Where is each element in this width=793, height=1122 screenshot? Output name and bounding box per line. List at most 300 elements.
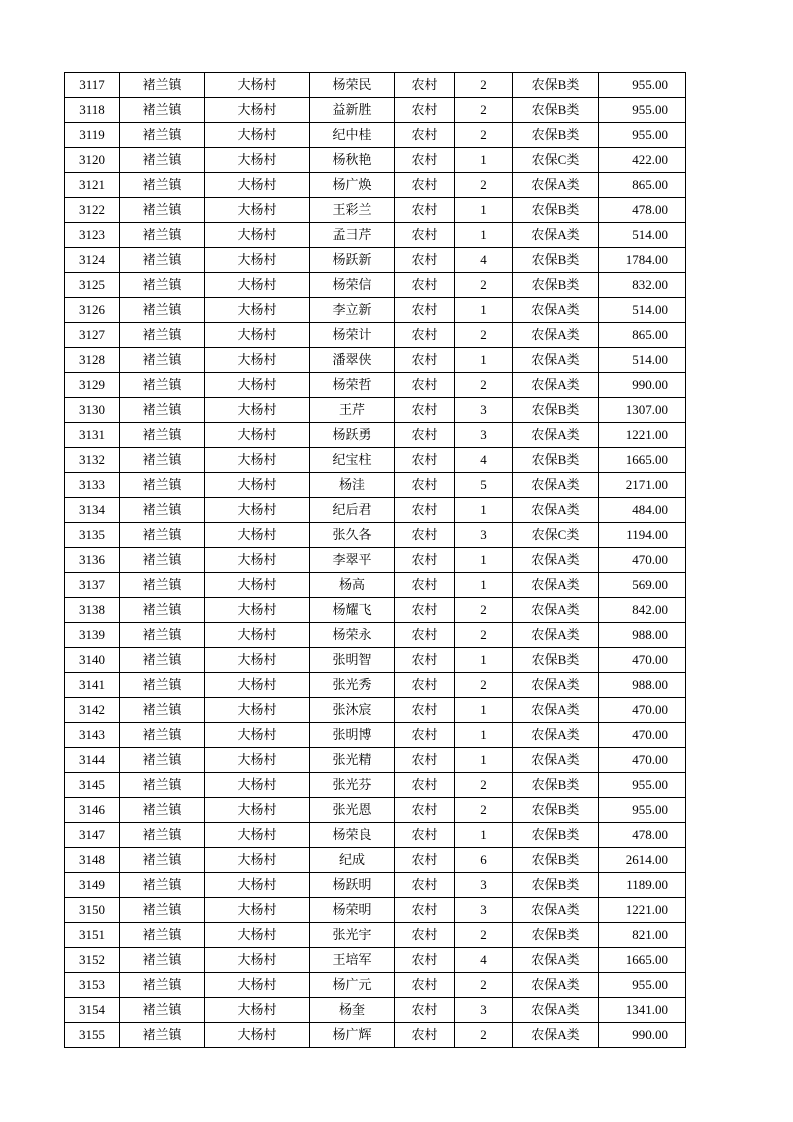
table-row bbox=[65, 598, 686, 623]
table-row bbox=[65, 873, 686, 898]
cell-village: 大杨村 bbox=[205, 573, 310, 598]
table-row bbox=[65, 448, 686, 473]
cell-insurance-category: 农保A类 bbox=[513, 623, 599, 648]
table-row bbox=[65, 248, 686, 273]
cell-insurance-category: 农保B类 bbox=[513, 773, 599, 798]
cell-town: 褚兰镇 bbox=[120, 598, 205, 623]
cell-insurance-category: 农保B类 bbox=[513, 73, 599, 98]
cell-town: 褚兰镇 bbox=[120, 498, 205, 523]
cell-person-name: 王彩兰 bbox=[310, 198, 395, 223]
cell-town: 褚兰镇 bbox=[120, 423, 205, 448]
cell-amount: 988.00 bbox=[599, 623, 686, 648]
cell-row-id: 3142 bbox=[65, 698, 120, 723]
table-row bbox=[65, 498, 686, 523]
cell-amount: 1784.00 bbox=[599, 248, 686, 273]
cell-town: 褚兰镇 bbox=[120, 948, 205, 973]
cell-row-id: 3134 bbox=[65, 498, 120, 523]
cell-town: 褚兰镇 bbox=[120, 98, 205, 123]
cell-person-name: 纪成 bbox=[310, 848, 395, 873]
cell-insurance-category: 农保A类 bbox=[513, 998, 599, 1023]
cell-row-id: 3145 bbox=[65, 773, 120, 798]
cell-amount: 842.00 bbox=[599, 598, 686, 623]
cell-row-id: 3124 bbox=[65, 248, 120, 273]
cell-row-id: 3147 bbox=[65, 823, 120, 848]
cell-town: 褚兰镇 bbox=[120, 923, 205, 948]
cell-town: 褚兰镇 bbox=[120, 173, 205, 198]
table-row bbox=[65, 748, 686, 773]
table-row bbox=[65, 98, 686, 123]
cell-person-name: 张沐宸 bbox=[310, 698, 395, 723]
cell-residence-type: 农村 bbox=[395, 398, 455, 423]
cell-row-id: 3119 bbox=[65, 123, 120, 148]
cell-row-id: 3141 bbox=[65, 673, 120, 698]
cell-amount: 865.00 bbox=[599, 323, 686, 348]
table-row bbox=[65, 198, 686, 223]
cell-town: 褚兰镇 bbox=[120, 623, 205, 648]
cell-town: 褚兰镇 bbox=[120, 198, 205, 223]
table-row bbox=[65, 548, 686, 573]
cell-insurance-category: 农保B类 bbox=[513, 123, 599, 148]
cell-person-name: 李立新 bbox=[310, 298, 395, 323]
cell-row-id: 3129 bbox=[65, 373, 120, 398]
cell-town: 褚兰镇 bbox=[120, 648, 205, 673]
cell-insurance-category: 农保A类 bbox=[513, 973, 599, 998]
cell-row-id: 3136 bbox=[65, 548, 120, 573]
cell-amount: 955.00 bbox=[599, 973, 686, 998]
cell-amount: 422.00 bbox=[599, 148, 686, 173]
cell-village: 大杨村 bbox=[205, 423, 310, 448]
cell-person-count: 3 bbox=[455, 523, 513, 548]
cell-village: 大杨村 bbox=[205, 848, 310, 873]
table-row bbox=[65, 123, 686, 148]
cell-amount: 1665.00 bbox=[599, 948, 686, 973]
cell-insurance-category: 农保A类 bbox=[513, 423, 599, 448]
cell-residence-type: 农村 bbox=[395, 548, 455, 573]
cell-village: 大杨村 bbox=[205, 498, 310, 523]
cell-row-id: 3137 bbox=[65, 573, 120, 598]
cell-town: 褚兰镇 bbox=[120, 273, 205, 298]
table-row bbox=[65, 523, 686, 548]
cell-village: 大杨村 bbox=[205, 548, 310, 573]
cell-person-count: 4 bbox=[455, 948, 513, 973]
cell-village: 大杨村 bbox=[205, 1023, 310, 1048]
cell-person-count: 2 bbox=[455, 173, 513, 198]
cell-person-count: 2 bbox=[455, 973, 513, 998]
cell-village: 大杨村 bbox=[205, 923, 310, 948]
cell-person-name: 杨耀飞 bbox=[310, 598, 395, 623]
cell-amount: 470.00 bbox=[599, 748, 686, 773]
cell-row-id: 3155 bbox=[65, 1023, 120, 1048]
cell-insurance-category: 农保A类 bbox=[513, 598, 599, 623]
cell-residence-type: 农村 bbox=[395, 923, 455, 948]
cell-row-id: 3127 bbox=[65, 323, 120, 348]
cell-amount: 470.00 bbox=[599, 548, 686, 573]
cell-row-id: 3150 bbox=[65, 898, 120, 923]
cell-amount: 1221.00 bbox=[599, 898, 686, 923]
cell-insurance-category: 农保A类 bbox=[513, 473, 599, 498]
cell-residence-type: 农村 bbox=[395, 748, 455, 773]
cell-row-id: 3151 bbox=[65, 923, 120, 948]
table-row bbox=[65, 223, 686, 248]
cell-village: 大杨村 bbox=[205, 298, 310, 323]
cell-village: 大杨村 bbox=[205, 973, 310, 998]
table-row bbox=[65, 423, 686, 448]
table-row bbox=[65, 923, 686, 948]
cell-person-name: 张光恩 bbox=[310, 798, 395, 823]
cell-village: 大杨村 bbox=[205, 473, 310, 498]
cell-amount: 955.00 bbox=[599, 73, 686, 98]
table-row bbox=[65, 998, 686, 1023]
cell-insurance-category: 农保A类 bbox=[513, 948, 599, 973]
cell-person-count: 1 bbox=[455, 298, 513, 323]
cell-person-name: 杨跃新 bbox=[310, 248, 395, 273]
cell-person-name: 纪中桂 bbox=[310, 123, 395, 148]
cell-town: 褚兰镇 bbox=[120, 548, 205, 573]
cell-insurance-category: 农保B类 bbox=[513, 198, 599, 223]
cell-amount: 470.00 bbox=[599, 723, 686, 748]
cell-insurance-category: 农保B类 bbox=[513, 798, 599, 823]
cell-town: 褚兰镇 bbox=[120, 148, 205, 173]
cell-person-name: 杨荣信 bbox=[310, 273, 395, 298]
cell-person-name: 张光秀 bbox=[310, 673, 395, 698]
cell-person-name: 张光宇 bbox=[310, 923, 395, 948]
cell-village: 大杨村 bbox=[205, 223, 310, 248]
cell-residence-type: 农村 bbox=[395, 448, 455, 473]
cell-village: 大杨村 bbox=[205, 598, 310, 623]
cell-village: 大杨村 bbox=[205, 148, 310, 173]
cell-person-name: 杨荣良 bbox=[310, 823, 395, 848]
cell-village: 大杨村 bbox=[205, 323, 310, 348]
table-row bbox=[65, 723, 686, 748]
cell-person-count: 2 bbox=[455, 598, 513, 623]
cell-row-id: 3122 bbox=[65, 198, 120, 223]
table-row bbox=[65, 348, 686, 373]
cell-residence-type: 农村 bbox=[395, 173, 455, 198]
cell-village: 大杨村 bbox=[205, 723, 310, 748]
cell-village: 大杨村 bbox=[205, 698, 310, 723]
table-row bbox=[65, 148, 686, 173]
cell-person-count: 1 bbox=[455, 348, 513, 373]
cell-person-name: 杨秋艳 bbox=[310, 148, 395, 173]
cell-residence-type: 农村 bbox=[395, 248, 455, 273]
cell-amount: 988.00 bbox=[599, 673, 686, 698]
cell-residence-type: 农村 bbox=[395, 623, 455, 648]
cell-village: 大杨村 bbox=[205, 748, 310, 773]
cell-person-count: 2 bbox=[455, 73, 513, 98]
cell-person-name: 李翠平 bbox=[310, 548, 395, 573]
cell-insurance-category: 农保A类 bbox=[513, 173, 599, 198]
cell-village: 大杨村 bbox=[205, 773, 310, 798]
cell-person-name: 张久各 bbox=[310, 523, 395, 548]
cell-town: 褚兰镇 bbox=[120, 248, 205, 273]
cell-person-count: 2 bbox=[455, 1023, 513, 1048]
cell-person-name: 杨荣计 bbox=[310, 323, 395, 348]
cell-insurance-category: 农保A类 bbox=[513, 323, 599, 348]
cell-amount: 955.00 bbox=[599, 798, 686, 823]
cell-town: 褚兰镇 bbox=[120, 123, 205, 148]
cell-town: 褚兰镇 bbox=[120, 1023, 205, 1048]
table-row bbox=[65, 323, 686, 348]
cell-insurance-category: 农保B类 bbox=[513, 823, 599, 848]
cell-village: 大杨村 bbox=[205, 398, 310, 423]
cell-residence-type: 农村 bbox=[395, 123, 455, 148]
cell-amount: 514.00 bbox=[599, 298, 686, 323]
cell-residence-type: 农村 bbox=[395, 198, 455, 223]
cell-person-name: 杨荣明 bbox=[310, 898, 395, 923]
table-row bbox=[65, 623, 686, 648]
cell-village: 大杨村 bbox=[205, 948, 310, 973]
cell-person-name: 杨荣哲 bbox=[310, 373, 395, 398]
cell-insurance-category: 农保A类 bbox=[513, 348, 599, 373]
cell-residence-type: 农村 bbox=[395, 573, 455, 598]
cell-row-id: 3153 bbox=[65, 973, 120, 998]
cell-amount: 1665.00 bbox=[599, 448, 686, 473]
cell-village: 大杨村 bbox=[205, 198, 310, 223]
cell-residence-type: 农村 bbox=[395, 323, 455, 348]
cell-row-id: 3152 bbox=[65, 948, 120, 973]
cell-residence-type: 农村 bbox=[395, 148, 455, 173]
cell-insurance-category: 农保B类 bbox=[513, 648, 599, 673]
cell-insurance-category: 农保C类 bbox=[513, 148, 599, 173]
cell-insurance-category: 农保A类 bbox=[513, 298, 599, 323]
cell-residence-type: 农村 bbox=[395, 698, 455, 723]
cell-village: 大杨村 bbox=[205, 998, 310, 1023]
cell-person-count: 2 bbox=[455, 273, 513, 298]
cell-person-name: 张光精 bbox=[310, 748, 395, 773]
cell-amount: 865.00 bbox=[599, 173, 686, 198]
cell-insurance-category: 农保A类 bbox=[513, 698, 599, 723]
cell-town: 褚兰镇 bbox=[120, 348, 205, 373]
cell-insurance-category: 农保A类 bbox=[513, 748, 599, 773]
cell-row-id: 3149 bbox=[65, 873, 120, 898]
cell-person-count: 6 bbox=[455, 848, 513, 873]
cell-person-name: 孟彐芹 bbox=[310, 223, 395, 248]
cell-insurance-category: 农保C类 bbox=[513, 523, 599, 548]
cell-residence-type: 农村 bbox=[395, 648, 455, 673]
cell-person-count: 1 bbox=[455, 748, 513, 773]
cell-person-count: 5 bbox=[455, 473, 513, 498]
cell-village: 大杨村 bbox=[205, 73, 310, 98]
table-row bbox=[65, 948, 686, 973]
cell-person-count: 3 bbox=[455, 898, 513, 923]
cell-village: 大杨村 bbox=[205, 448, 310, 473]
cell-row-id: 3139 bbox=[65, 623, 120, 648]
cell-amount: 484.00 bbox=[599, 498, 686, 523]
cell-person-name: 杨跃明 bbox=[310, 873, 395, 898]
cell-residence-type: 农村 bbox=[395, 998, 455, 1023]
cell-town: 褚兰镇 bbox=[120, 698, 205, 723]
cell-town: 褚兰镇 bbox=[120, 373, 205, 398]
cell-residence-type: 农村 bbox=[395, 898, 455, 923]
cell-insurance-category: 农保A类 bbox=[513, 573, 599, 598]
cell-person-count: 1 bbox=[455, 223, 513, 248]
cell-village: 大杨村 bbox=[205, 823, 310, 848]
cell-residence-type: 农村 bbox=[395, 948, 455, 973]
cell-row-id: 3140 bbox=[65, 648, 120, 673]
cell-person-count: 2 bbox=[455, 98, 513, 123]
table-row bbox=[65, 473, 686, 498]
cell-person-count: 3 bbox=[455, 423, 513, 448]
cell-person-count: 1 bbox=[455, 698, 513, 723]
cell-row-id: 3118 bbox=[65, 98, 120, 123]
cell-town: 褚兰镇 bbox=[120, 973, 205, 998]
cell-amount: 1194.00 bbox=[599, 523, 686, 548]
cell-row-id: 3138 bbox=[65, 598, 120, 623]
cell-insurance-category: 农保A类 bbox=[513, 498, 599, 523]
cell-residence-type: 农村 bbox=[395, 423, 455, 448]
cell-insurance-category: 农保B类 bbox=[513, 273, 599, 298]
cell-row-id: 3146 bbox=[65, 798, 120, 823]
table-row bbox=[65, 648, 686, 673]
cell-village: 大杨村 bbox=[205, 873, 310, 898]
cell-residence-type: 农村 bbox=[395, 348, 455, 373]
table-row bbox=[65, 298, 686, 323]
cell-residence-type: 农村 bbox=[395, 798, 455, 823]
cell-village: 大杨村 bbox=[205, 523, 310, 548]
cell-amount: 470.00 bbox=[599, 698, 686, 723]
cell-row-id: 3128 bbox=[65, 348, 120, 373]
cell-amount: 478.00 bbox=[599, 198, 686, 223]
cell-amount: 1189.00 bbox=[599, 873, 686, 898]
table-row bbox=[65, 773, 686, 798]
cell-residence-type: 农村 bbox=[395, 848, 455, 873]
cell-residence-type: 农村 bbox=[395, 473, 455, 498]
cell-person-count: 2 bbox=[455, 323, 513, 348]
cell-village: 大杨村 bbox=[205, 173, 310, 198]
cell-town: 褚兰镇 bbox=[120, 398, 205, 423]
cell-person-name: 杨跃勇 bbox=[310, 423, 395, 448]
table-row bbox=[65, 73, 686, 98]
table-row bbox=[65, 273, 686, 298]
cell-person-name: 杨广辉 bbox=[310, 1023, 395, 1048]
table-row bbox=[65, 698, 686, 723]
cell-person-name: 王芹 bbox=[310, 398, 395, 423]
cell-person-name: 张光芬 bbox=[310, 773, 395, 798]
cell-row-id: 3148 bbox=[65, 848, 120, 873]
cell-row-id: 3123 bbox=[65, 223, 120, 248]
cell-amount: 821.00 bbox=[599, 923, 686, 948]
cell-person-name: 杨洼 bbox=[310, 473, 395, 498]
cell-row-id: 3125 bbox=[65, 273, 120, 298]
cell-person-name: 张明博 bbox=[310, 723, 395, 748]
cell-insurance-category: 农保B类 bbox=[513, 98, 599, 123]
cell-person-count: 4 bbox=[455, 448, 513, 473]
cell-amount: 955.00 bbox=[599, 98, 686, 123]
cell-amount: 2614.00 bbox=[599, 848, 686, 873]
cell-amount: 470.00 bbox=[599, 648, 686, 673]
cell-person-count: 3 bbox=[455, 873, 513, 898]
cell-insurance-category: 农保A类 bbox=[513, 1023, 599, 1048]
cell-insurance-category: 农保A类 bbox=[513, 898, 599, 923]
cell-row-id: 3131 bbox=[65, 423, 120, 448]
cell-residence-type: 农村 bbox=[395, 723, 455, 748]
cell-row-id: 3154 bbox=[65, 998, 120, 1023]
cell-person-count: 3 bbox=[455, 998, 513, 1023]
insurance-table-body bbox=[65, 73, 686, 1048]
cell-town: 褚兰镇 bbox=[120, 748, 205, 773]
cell-amount: 1341.00 bbox=[599, 998, 686, 1023]
cell-insurance-category: 农保B类 bbox=[513, 848, 599, 873]
insurance-roster-table bbox=[64, 72, 686, 1048]
cell-town: 褚兰镇 bbox=[120, 723, 205, 748]
cell-amount: 1307.00 bbox=[599, 398, 686, 423]
cell-village: 大杨村 bbox=[205, 798, 310, 823]
cell-person-count: 2 bbox=[455, 123, 513, 148]
cell-village: 大杨村 bbox=[205, 648, 310, 673]
cell-person-name: 纪后君 bbox=[310, 498, 395, 523]
cell-person-count: 1 bbox=[455, 573, 513, 598]
cell-town: 褚兰镇 bbox=[120, 473, 205, 498]
cell-person-name: 杨高 bbox=[310, 573, 395, 598]
cell-insurance-category: 农保A类 bbox=[513, 723, 599, 748]
cell-person-count: 2 bbox=[455, 373, 513, 398]
cell-amount: 514.00 bbox=[599, 348, 686, 373]
cell-town: 褚兰镇 bbox=[120, 298, 205, 323]
cell-residence-type: 农村 bbox=[395, 498, 455, 523]
cell-amount: 514.00 bbox=[599, 223, 686, 248]
cell-amount: 990.00 bbox=[599, 1023, 686, 1048]
cell-town: 褚兰镇 bbox=[120, 998, 205, 1023]
cell-residence-type: 农村 bbox=[395, 1023, 455, 1048]
table-row bbox=[65, 398, 686, 423]
cell-person-count: 1 bbox=[455, 498, 513, 523]
cell-residence-type: 农村 bbox=[395, 873, 455, 898]
cell-residence-type: 农村 bbox=[395, 973, 455, 998]
cell-person-name: 杨奎 bbox=[310, 998, 395, 1023]
cell-row-id: 3135 bbox=[65, 523, 120, 548]
cell-village: 大杨村 bbox=[205, 373, 310, 398]
cell-town: 褚兰镇 bbox=[120, 848, 205, 873]
cell-insurance-category: 农保A类 bbox=[513, 373, 599, 398]
cell-village: 大杨村 bbox=[205, 248, 310, 273]
cell-person-name: 益新胜 bbox=[310, 98, 395, 123]
cell-person-name: 杨荣民 bbox=[310, 73, 395, 98]
cell-residence-type: 农村 bbox=[395, 273, 455, 298]
cell-residence-type: 农村 bbox=[395, 98, 455, 123]
cell-person-count: 4 bbox=[455, 248, 513, 273]
cell-town: 褚兰镇 bbox=[120, 673, 205, 698]
cell-person-name: 王培军 bbox=[310, 948, 395, 973]
cell-town: 褚兰镇 bbox=[120, 448, 205, 473]
cell-person-count: 1 bbox=[455, 823, 513, 848]
cell-person-count: 1 bbox=[455, 198, 513, 223]
cell-village: 大杨村 bbox=[205, 273, 310, 298]
cell-town: 褚兰镇 bbox=[120, 873, 205, 898]
cell-town: 褚兰镇 bbox=[120, 573, 205, 598]
cell-residence-type: 农村 bbox=[395, 523, 455, 548]
cell-insurance-category: 农保A类 bbox=[513, 673, 599, 698]
cell-person-name: 杨荣永 bbox=[310, 623, 395, 648]
cell-insurance-category: 农保B类 bbox=[513, 398, 599, 423]
cell-insurance-category: 农保B类 bbox=[513, 448, 599, 473]
cell-insurance-category: 农保A类 bbox=[513, 223, 599, 248]
cell-person-count: 2 bbox=[455, 798, 513, 823]
cell-amount: 1221.00 bbox=[599, 423, 686, 448]
cell-person-name: 张明智 bbox=[310, 648, 395, 673]
cell-row-id: 3121 bbox=[65, 173, 120, 198]
cell-residence-type: 农村 bbox=[395, 373, 455, 398]
table-row bbox=[65, 848, 686, 873]
cell-person-count: 1 bbox=[455, 548, 513, 573]
table-row bbox=[65, 798, 686, 823]
cell-person-count: 3 bbox=[455, 398, 513, 423]
cell-insurance-category: 农保B类 bbox=[513, 923, 599, 948]
cell-insurance-category: 农保B类 bbox=[513, 873, 599, 898]
cell-amount: 955.00 bbox=[599, 773, 686, 798]
cell-town: 褚兰镇 bbox=[120, 773, 205, 798]
cell-village: 大杨村 bbox=[205, 98, 310, 123]
cell-person-count: 2 bbox=[455, 673, 513, 698]
